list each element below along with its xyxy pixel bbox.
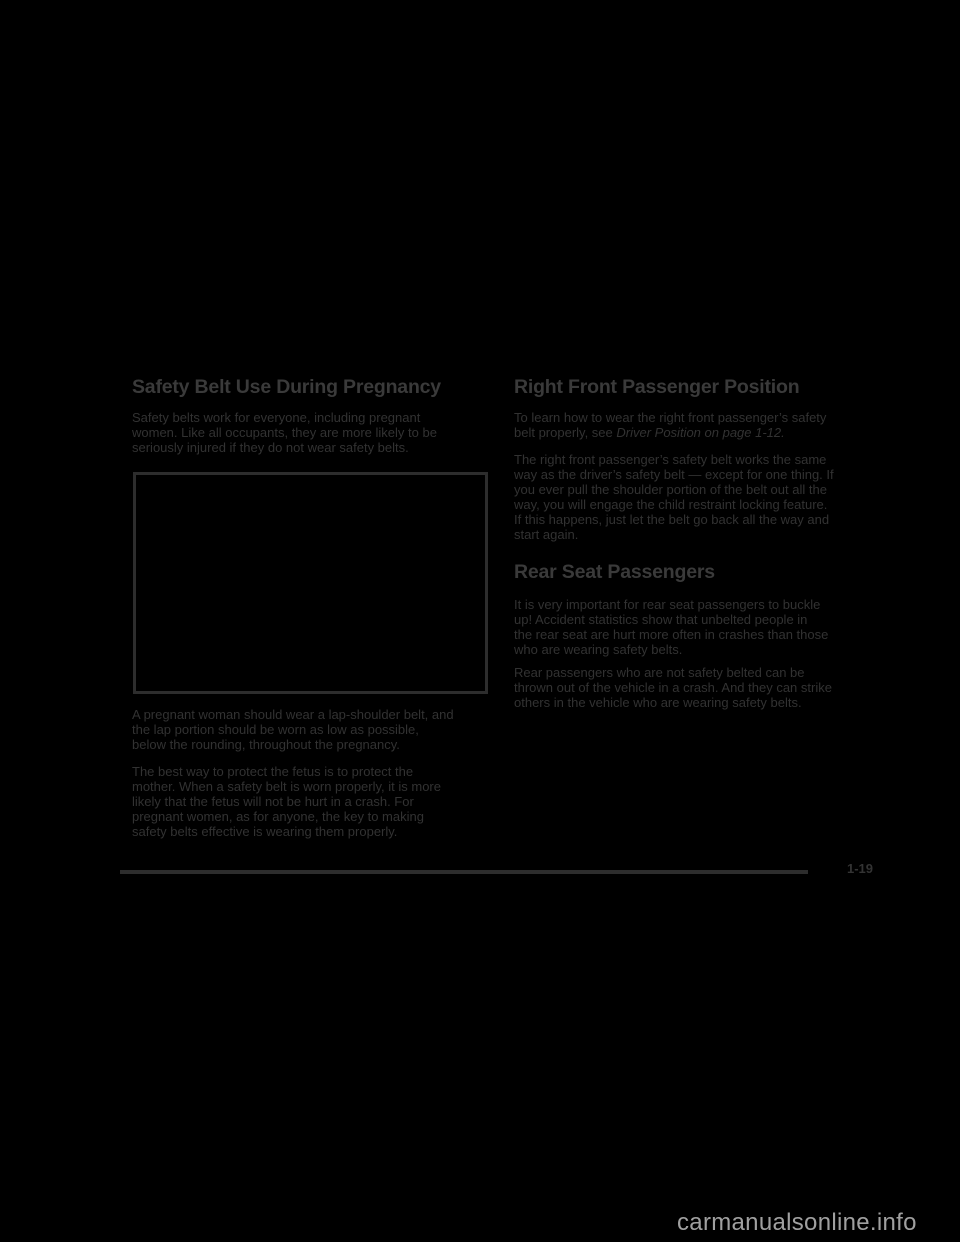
- text-line: safety belts effective is wearing them properly.: [132, 824, 398, 839]
- text-line: below the rounding, throughout the pregnancy.: [132, 737, 400, 752]
- text-line: A pregnant woman should wear a lap-shoulder belt, and: [132, 707, 454, 722]
- text-line: likely that the fetus will not be hurt in a crash. For: [132, 794, 414, 809]
- text-line: The right front passenger’s safety belt works the same: [514, 452, 827, 467]
- text-line: women. Like all occupants, they are more likely to be: [132, 425, 437, 440]
- text-line: the lap portion should be worn as low as possible,: [132, 722, 419, 737]
- paragraph-protect-fetus: [132, 764, 441, 839]
- text-line: Safety belts work for everyone, including pregnant: [132, 410, 421, 425]
- paragraph-rear-seat-buckle-up: [514, 597, 828, 657]
- cross-reference-driver-position: Driver Position on page 1-12.: [616, 425, 785, 440]
- watermark-carmanualsonline: carmanualsonline.info: [677, 1209, 917, 1236]
- paragraph-passenger-line1: To learn how to wear the right front passenger’s safety: [514, 410, 827, 425]
- section-heading-safety-belt-pregnancy: Safety Belt Use During Pregnancy: [132, 376, 441, 398]
- text-line: pregnant women, as for anyone, the key to making: [132, 809, 424, 824]
- section-heading-rear-seat-passengers: Rear Seat Passengers: [514, 561, 715, 583]
- text-line: mother. When a safety belt is worn properly, it is more: [132, 779, 441, 794]
- text-line: Rear passengers who are not safety belted can be: [514, 665, 805, 680]
- text-line: up! Accident statistics show that unbelted people in: [514, 612, 808, 627]
- paragraph-passenger-line2: [514, 425, 785, 440]
- text-line: way, you will engage the child restraint locking feature.: [514, 497, 828, 512]
- text-line: The best way to protect the fetus is to protect the: [132, 764, 414, 779]
- paragraph-pregnancy-intro: [132, 410, 437, 455]
- text-line: others in the vehicle who are wearing safety belts.: [514, 695, 802, 710]
- paragraph-passenger-belt-works: [514, 452, 834, 542]
- illustration-image-box: [133, 472, 488, 694]
- paragraph-lap-shoulder-belt: [132, 707, 454, 752]
- text-line: the rear seat are hurt more often in crashes than those: [514, 627, 829, 642]
- text-line: It is very important for rear seat passengers to buckle: [514, 597, 821, 612]
- text-line: you ever pull the shoulder portion of the belt out all the: [514, 482, 827, 497]
- text-line: If this happens, just let the belt go back all the way and: [514, 512, 830, 527]
- paragraph-passenger-line2-text: belt properly, see: [514, 425, 617, 440]
- text-line: seriously injured if they do not wear safety belts.: [132, 440, 409, 455]
- page-number: 1-19: [846, 861, 873, 876]
- section-heading-right-front-passenger: Right Front Passenger Position: [514, 376, 800, 398]
- text-line: thrown out of the vehicle in a crash. And they can strike: [514, 680, 832, 695]
- paragraph-rear-passengers-unbelted: [514, 665, 832, 710]
- text-line: who are wearing safety belts.: [514, 642, 683, 657]
- text-line: way as the driver’s safety belt — except for one thing. If: [514, 467, 834, 482]
- text-line: start again.: [514, 527, 579, 542]
- footer-rule: [120, 870, 808, 874]
